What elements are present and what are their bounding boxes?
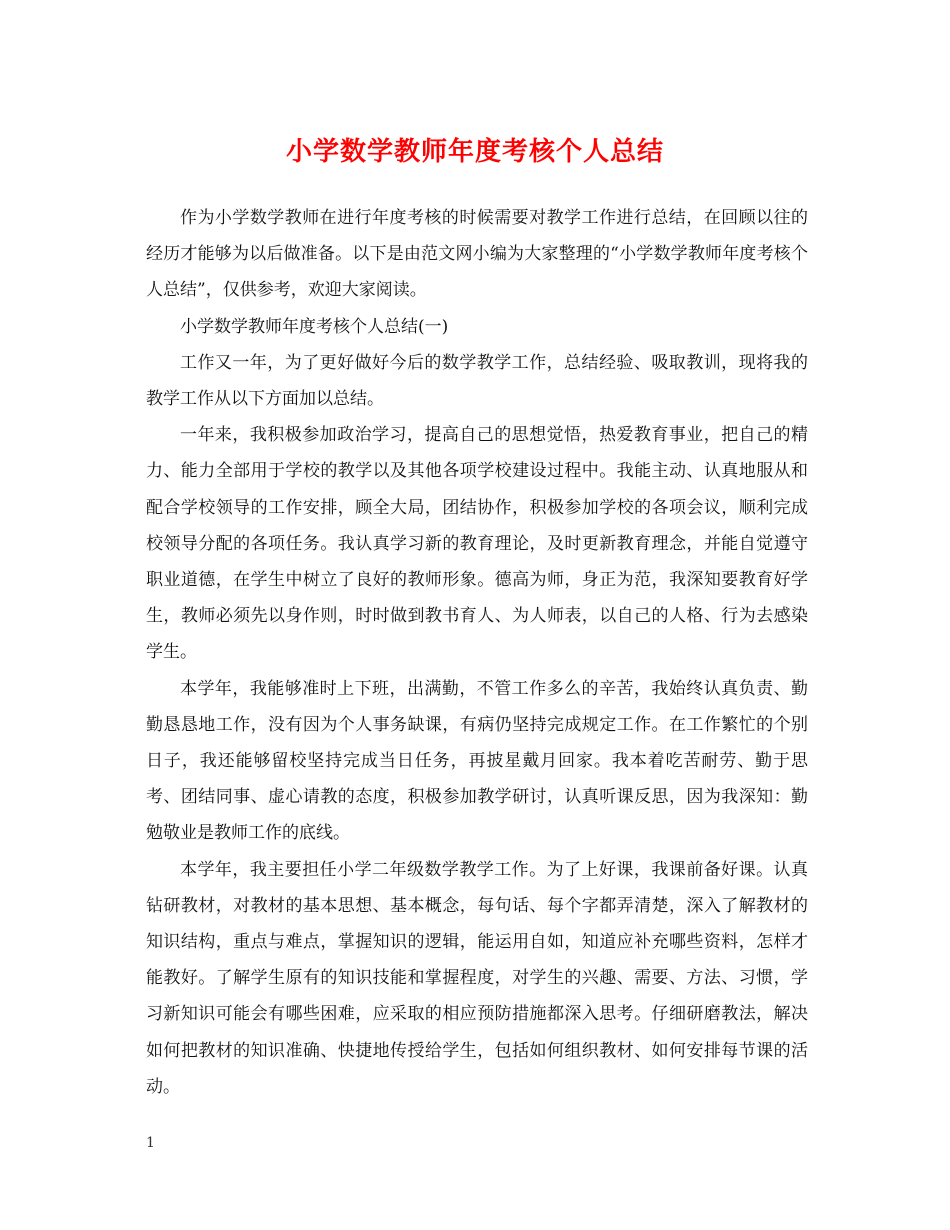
paragraph: 一年来，我积极参加政治学习，提高自己的思想觉悟，热爱教育事业，把自己的精力、能力全部用于学校的教学以及其他各项学校建设过程中。我能主动、认真地服从和配合学校领导的工作安排，顾全大局，团结协作，积极参加学校的各项会议，顺利完成校领导分配的各项任务。我认真学习新的教育理论，及时更新教育理念，并能自觉遵守职业道德，在学生中树立了良好的教师形象。德高为师，身正为范，我深知要教育好学生，教师必须先以身作则，时时做到教书育人、为人师表，以自己的人格、行为去感染学生。 <box>146 425 808 663</box>
page-number: 1 <box>146 1135 155 1151</box>
paragraph-intro: 作为小学数学教师在进行年度考核的时候需要对教学工作进行总结，在回顾以往的经历才能够为以后做准备。以下是由范文网小编为大家整理的“小学数学教师年度考核个人总结”，仅供参考，欢迎大家阅读。 <box>146 208 808 301</box>
page-title: 小学数学教师年度考核个人总结 <box>285 137 664 167</box>
paragraph: 工作又一年，为了更好做好今后的数学教学工作，总结经验、吸取教训，现将我的教学工作从以下方面加以总结。 <box>146 352 808 410</box>
paragraph: 本学年，我能够准时上下班，出满勤，不管工作多么的辛苦，我始终认真负责、勤勤恳恳地工作，没有因为个人事务缺课，有病仍坚持完成规定工作。在工作繁忙的个别日子，我还能够留校坚持完成当日任务，再披星戴月回家。我本着吃苦耐劳、勤于思考、团结同事、虚心请教的态度，积极参加教学研讨，认真听课反思，因为我深知：勤勉敬业是教师工作的底线。 <box>146 678 808 844</box>
section-heading: 小学数学教师年度考核个人总结(一) <box>180 316 449 337</box>
document-body <box>146 200 808 1105</box>
paragraph: 本学年，我主要担任小学二年级数学教学工作。为了上好课，我课前备好课。认真钻研教材，对教材的基本思想、基本概念，每句话、每个字都弄清楚，深入了解教材的知识结构，重点与难点，掌握知识的逻辑，能运用自如，知道应补充哪些资料，怎样才能教好。了解学生原有的知识技能和掌握程度，对学生的兴趣、需要、方法、习惯，学习新知识可能会有哪些困难，应采取的相应预防措施都深入思考。仔细研磨教法，解决如何把教材的知识准确、快捷地传授给学生，包括如何组织教材、如何安排每节课的活动。 <box>146 859 808 1097</box>
